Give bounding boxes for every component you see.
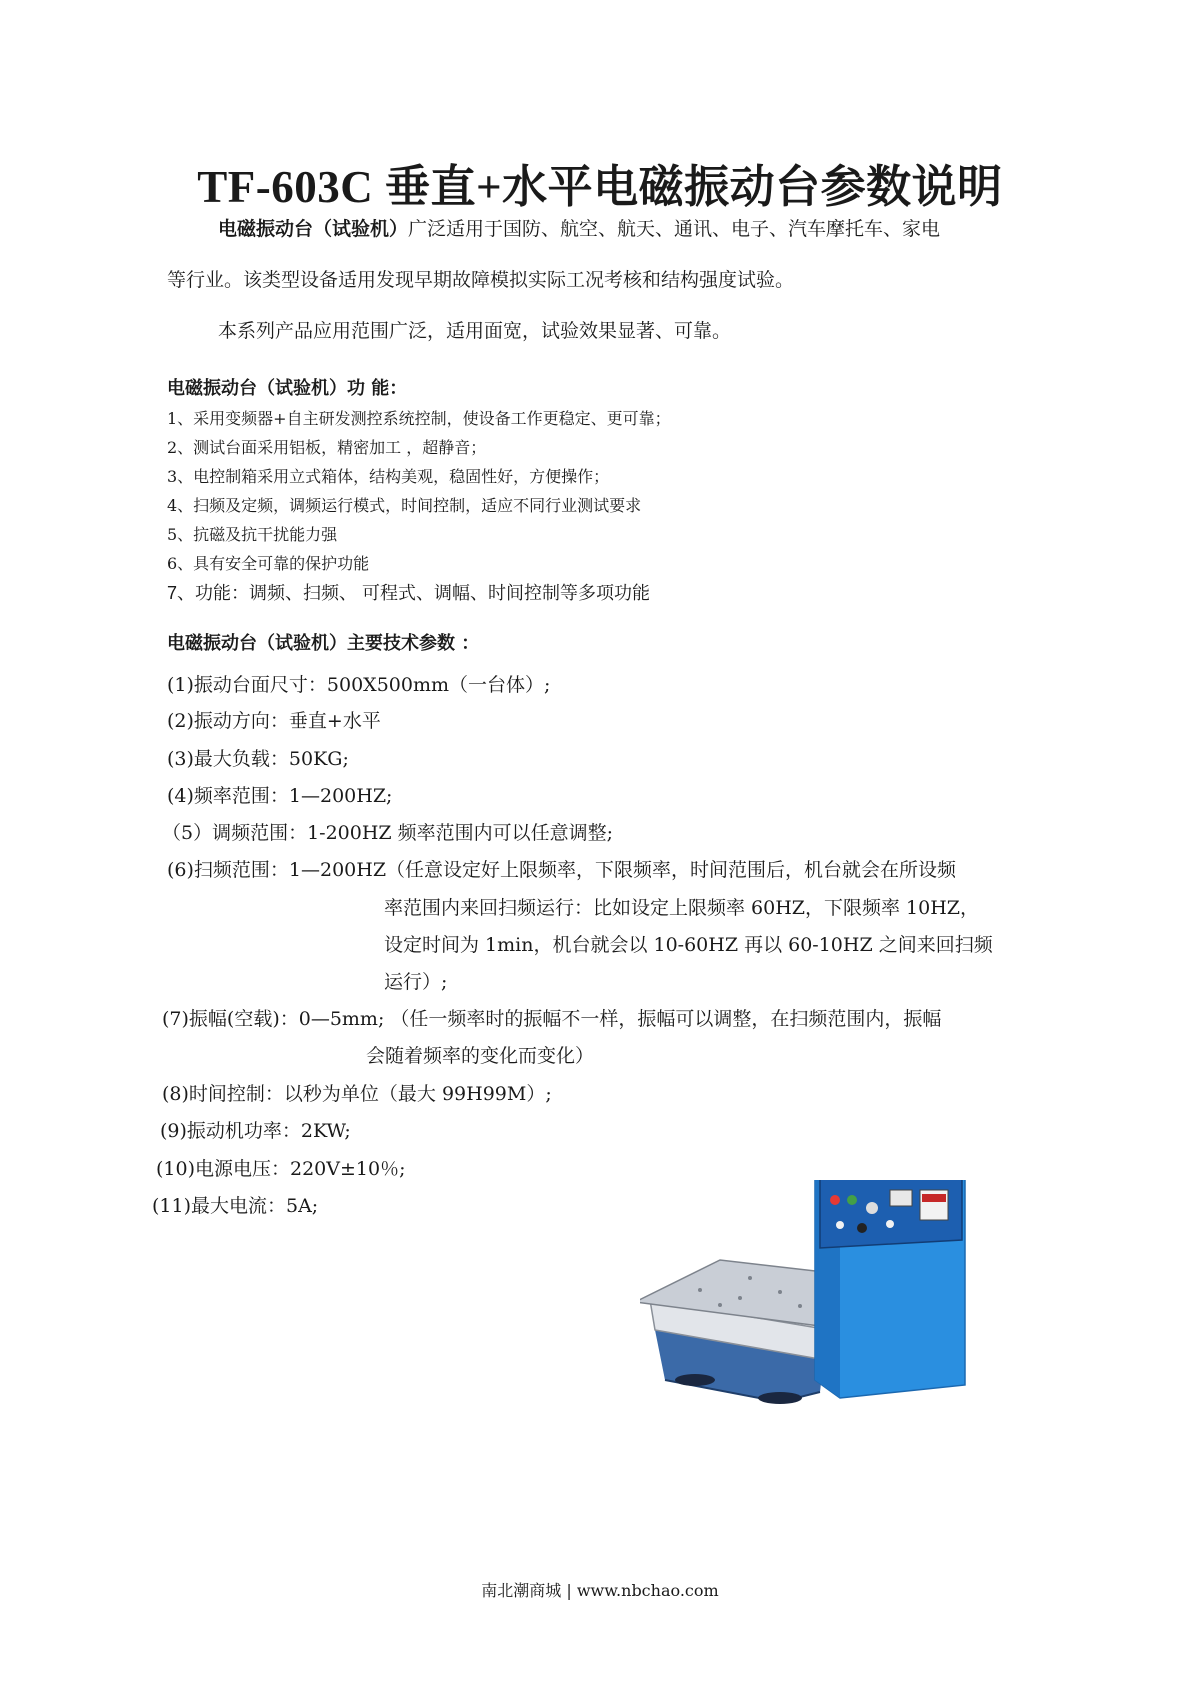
function-item-1: 1、采用变频器+自主研发测控系统控制，使设备工作更稳定、更可靠；	[167, 409, 671, 428]
spec-6-line-3: 设定时间为 1min，机台就会以 10-60HZ 再以 60-10HZ 之间来回扫频	[384, 934, 993, 956]
intro-line-3: 本系列产品应用范围广泛，适用面宽，试验效果显著、可靠。	[218, 320, 732, 342]
spec-8: (8)时间控制：以秒为单位（最大 99H99M）;	[162, 1083, 552, 1105]
function-item-6: 6、具有安全可靠的保护功能	[167, 554, 370, 573]
vibration-table-photo	[640, 1180, 1060, 1410]
spec-11: (11)最大电流：5A;	[152, 1195, 319, 1217]
function-item-3: 3、电控制箱采用立式箱体，结构美观，稳固性好，方便操作；	[167, 467, 610, 486]
spec-4: (4)频率范围：1—200HZ;	[167, 785, 393, 807]
spec-2: (2)振动方向：垂直+水平	[167, 710, 381, 732]
spec-5: （5）调频范围：1-200HZ 频率范围内可以任意调整;	[162, 822, 614, 844]
spec-10: (10)电源电压：220V±10％;	[156, 1158, 406, 1180]
page-title: TF-603C 垂直+水平电磁振动台参数说明	[197, 162, 1003, 212]
spec-1: (1)振动台面尺寸：500X500mm（一台体）;	[167, 674, 551, 696]
spec-6-line-2: 率范围内来回扫频运行：比如设定上限频率 60HZ，下限频率 10HZ，	[384, 897, 979, 919]
specs-heading: 电磁振动台（试验机）主要技术参数 ：	[167, 633, 480, 654]
spec-7-line-2: 会随着频率的变化而变化）	[366, 1045, 595, 1067]
spec-7-line-1: (7)振幅(空载)：0—5mm; （任一频率时的振幅不一样，振幅可以调整，在扫频范围内，振幅	[162, 1008, 942, 1030]
functions-heading: 电磁振动台（试验机）功 能：	[167, 378, 408, 399]
intro-line-1	[218, 218, 940, 241]
page-footer: 南北潮商城 | www.nbchao.com	[481, 1581, 719, 1600]
function-item-5: 5、抗磁及抗干扰能力强	[167, 525, 338, 544]
intro-line-2: 等行业。该类型设备适用发现早期故障模拟实际工况考核和结构强度试验。	[167, 269, 795, 291]
function-item-2: 2、测试台面采用铝板，精密加工 ，超静音；	[167, 438, 487, 457]
spec-3: (3)最大负载：50KG;	[167, 748, 349, 770]
intro-line-1-rest: 广泛适用于国防、航空、航天、通讯、电子、汽车摩托车、家电	[408, 218, 941, 240]
intro-lead: 电磁振动台（试验机）	[218, 218, 409, 240]
function-item-4: 4、扫频及定频，调频运行模式，时间控制，适应不同行业测试要求	[167, 496, 642, 515]
spec-6-line-4: 运行）;	[384, 971, 448, 993]
spec-6-line-1: (6)扫频范围：1—200HZ（任意设定好上限频率，下限频率，时间范围后，机台就会在所设频	[167, 859, 957, 881]
spec-9: (9)振动机功率：2KW;	[160, 1120, 351, 1142]
function-item-7: 7、功能：调频、扫频、 可程式、调幅、时间控制等多项功能	[167, 583, 651, 603]
